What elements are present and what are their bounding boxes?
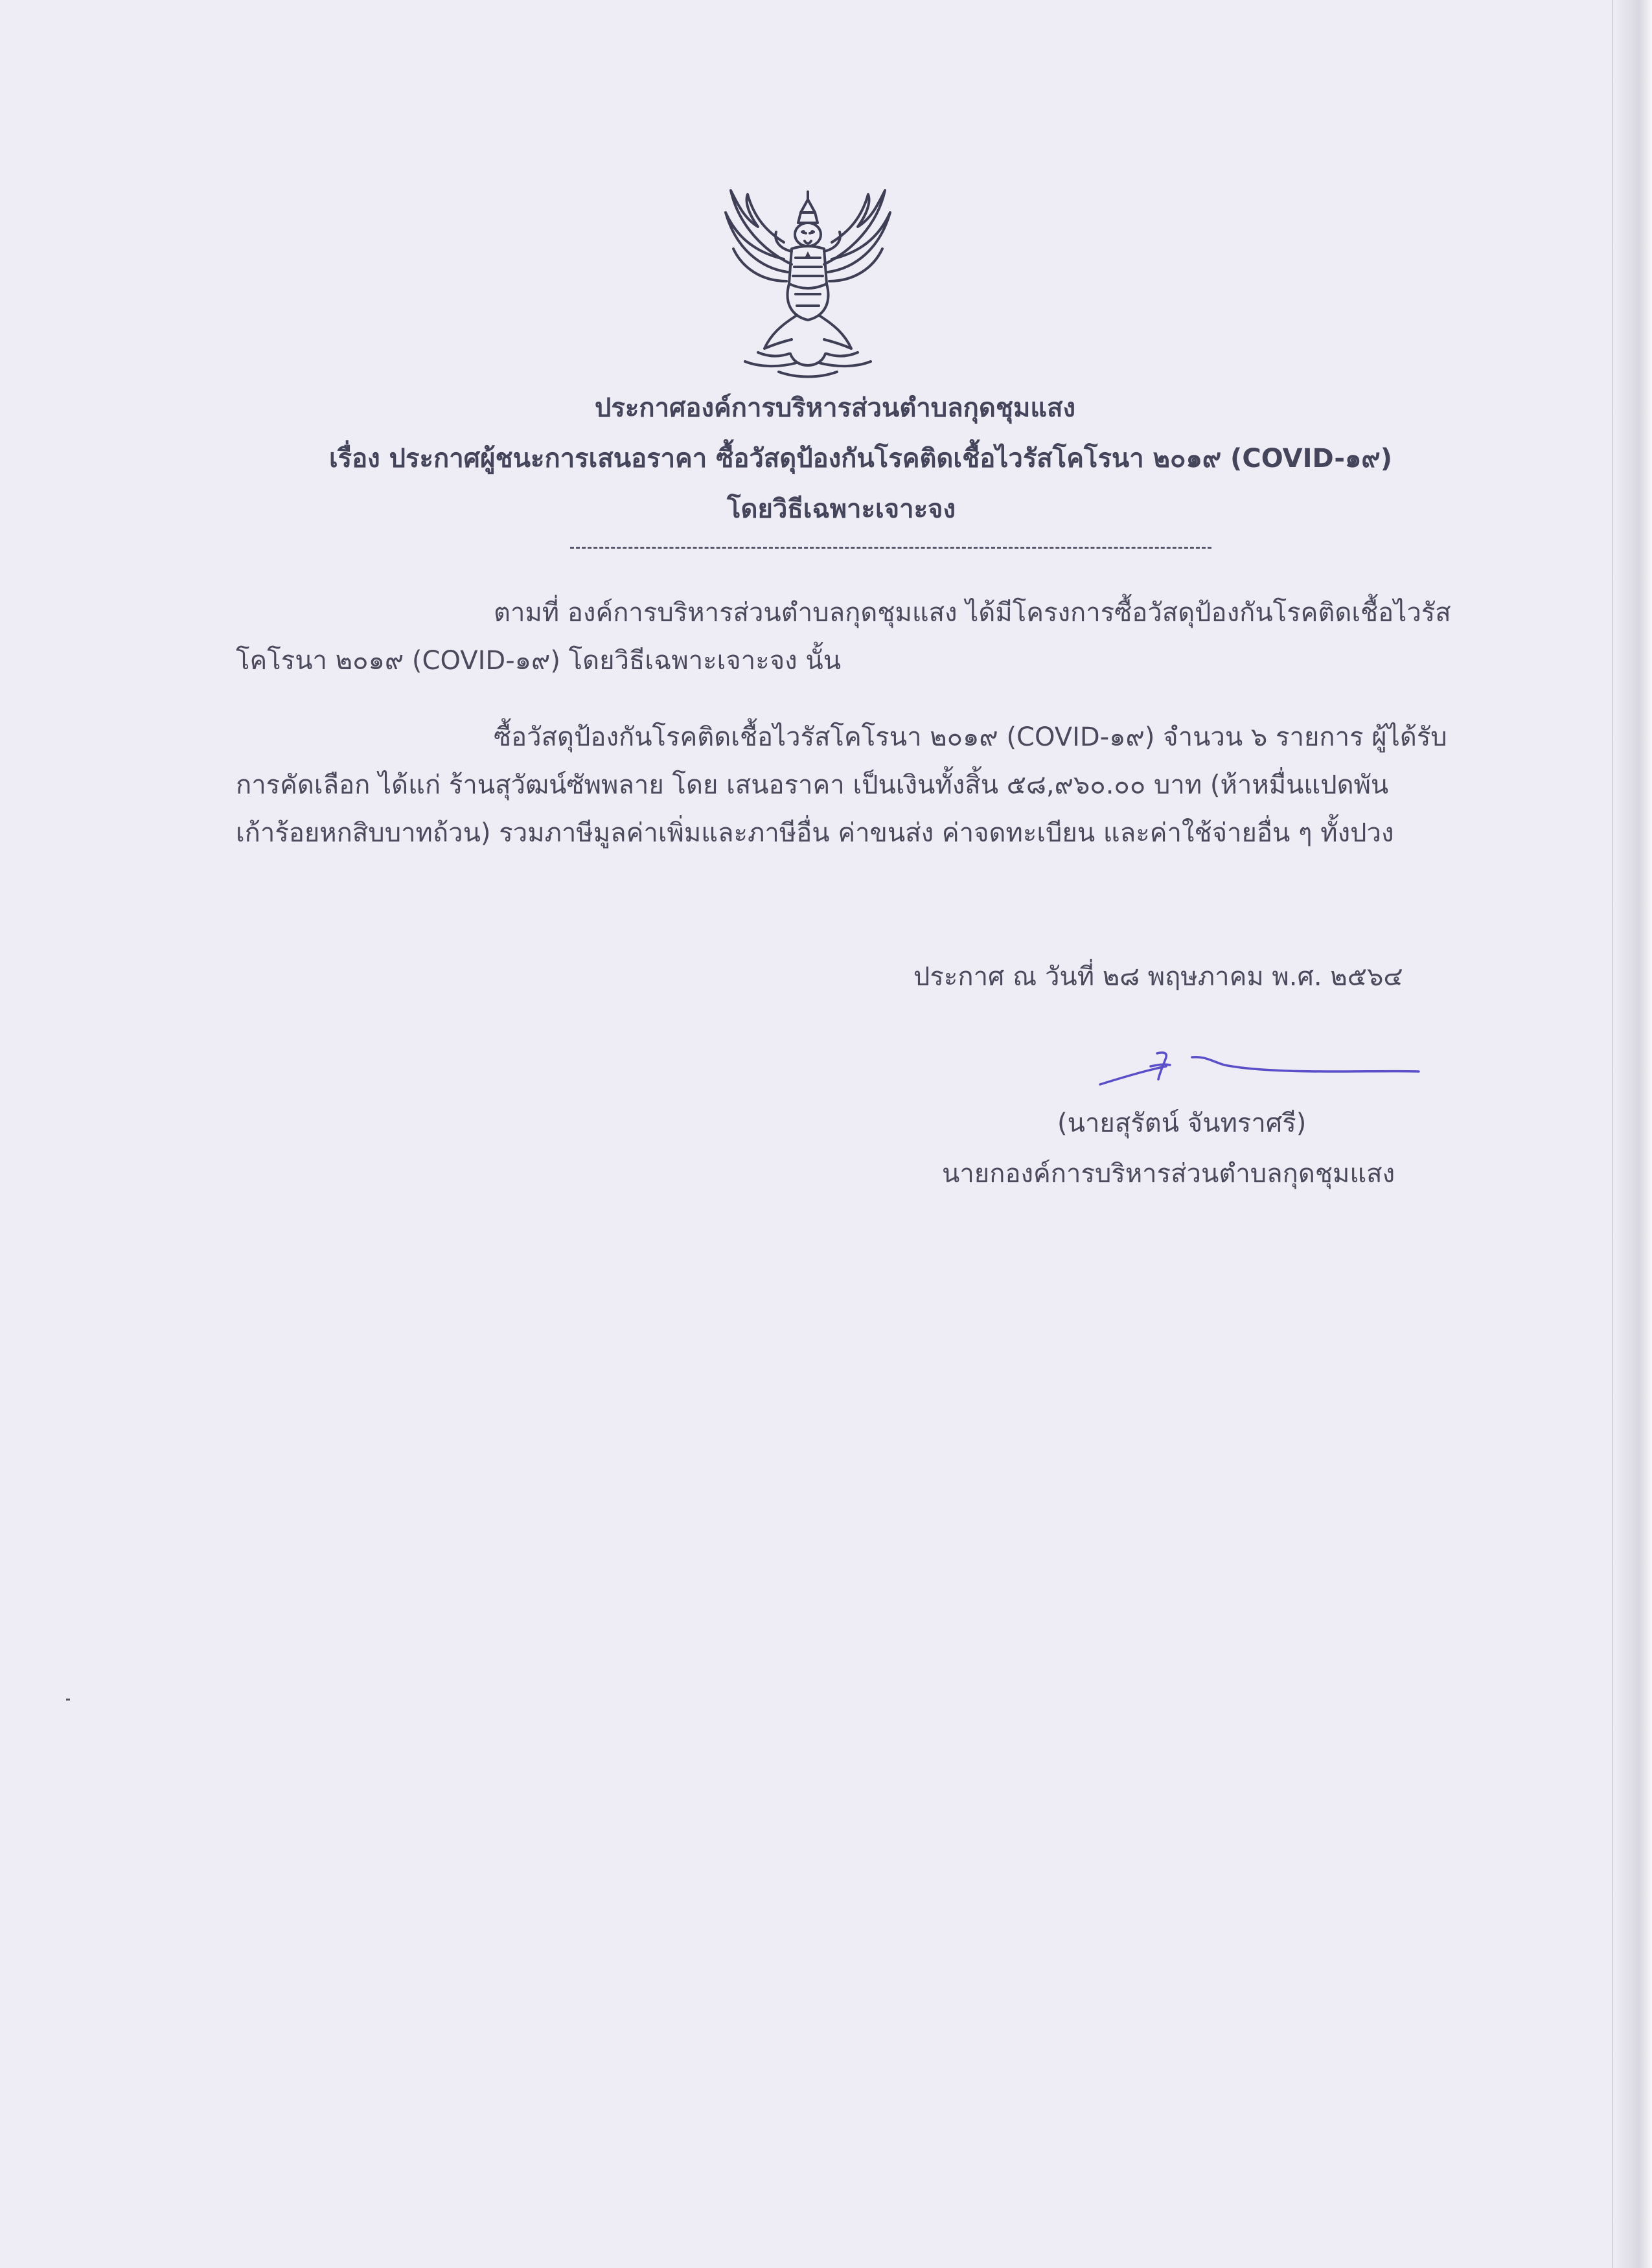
signer-position: นายกองค์การบริหารส่วนตำบลกุดชุมแสง [942,1159,1395,1189]
paragraph-2-line-2: การคัดเลือก ได้แก่ ร้านสุวัฒน์ซัพพลาย โดย เสนอราคา เป็นเงินทั้งสิ้น ๕๘,๙๖๐.๐๐ บาท (ห้าหมื่นแปดพัน [236,770,1389,800]
signer-name: (นายสุรัตน์ จันทราศรี) [1057,1108,1307,1138]
paragraph-1-line-2: โคโรนา ๒๐๑๙ (COVID-๑๙) โดยวิธีเฉพาะเจาะจง นั้น [236,646,842,676]
announcement-method: โดยวิธีเฉพาะเจาะจง [727,494,956,524]
handwritten-signature [1095,1047,1425,1092]
paragraph-1-line-1: ตามที่ องค์การบริหารส่วนตำบลกุดชุมแสง ได้มีโครงการซื้อวัสดุป้องกันโรคติดเชื้อไวรัส [494,598,1451,628]
paragraph-2-line-3: เก้าร้อยหกสิบบาทถ้วน) รวมภาษีมูลค่าเพิ่มและภาษีอื่น ค่าขนส่ง ค่าจดทะเบียน และค่าใช้จ่ายอื่น ๆ ทั้งปวง [236,818,1394,848]
scan-speck [66,1699,70,1701]
announcement-subject: เรื่อง ประกาศผู้ชนะการเสนอราคา ซื้อวัสดุป้องกันโรคติดเชื้อไวรัสโคโรนา ๒๐๑๙ (COVID-๑๙) [329,444,1392,474]
announcement-org-title: ประกาศองค์การบริหารส่วนตำบลกุดชุมแสง [595,393,1076,423]
garuda-emblem-icon [719,187,897,381]
announcement-date: ประกาศ ณ วันที่ ๒๘ พฤษภาคม พ.ศ. ๒๕๖๔ [913,962,1403,992]
page-edge-line [1612,0,1613,2268]
page-edge [1613,0,1652,2268]
paragraph-2-line-1: ซื้อวัสดุป้องกันโรคติดเชื้อไวรัสโคโรนา ๒๐๑๙ (COVID-๑๙) จำนวน ๖ รายการ ผู้ได้รับ [494,722,1447,752]
divider-line [570,547,1211,549]
